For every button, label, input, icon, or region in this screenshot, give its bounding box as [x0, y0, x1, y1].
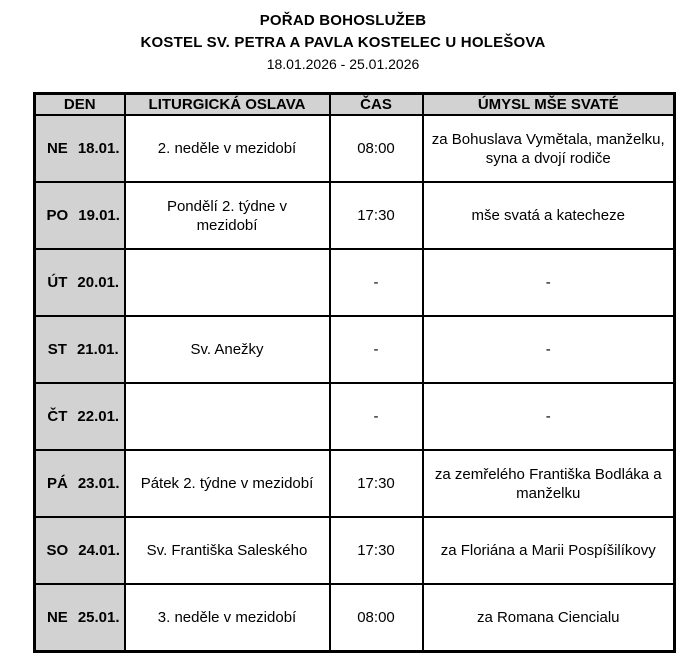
- day-abbrev: SO: [46, 542, 69, 559]
- day-date: 23.01.: [77, 475, 120, 492]
- day-date: 24.01.: [78, 542, 120, 559]
- intention-cell: za Romana Ciencialu: [423, 584, 675, 651]
- time-cell: 17:30: [330, 450, 423, 517]
- time-cell: 17:30: [330, 517, 423, 584]
- celebration-cell: [125, 249, 330, 316]
- day-cell: [35, 249, 125, 316]
- day-date: 21.01.: [76, 341, 119, 358]
- intention-cell: za Bohuslava Vymětala, manželku, syna a dvojí rodiče: [423, 115, 675, 182]
- intention-cell: za Floriána a Marii Pospíšilíkovy: [423, 517, 675, 584]
- time-cell: -: [330, 383, 423, 450]
- intention-cell: za zemřelého Františka Bodláka a manželku: [423, 450, 675, 517]
- table-row: [35, 517, 675, 584]
- time-cell: 17:30: [330, 182, 423, 249]
- day-cell: [35, 383, 125, 450]
- day-abbrev: PÁ: [46, 475, 68, 492]
- church-name: KOSTEL SV. PETRA A PAVLA KOSTELEC U HOLEŠOVA: [140, 34, 546, 51]
- celebration-cell: 3. neděle v mezidobí: [125, 584, 330, 651]
- day-cell: [35, 584, 125, 651]
- table-row: [35, 115, 675, 182]
- header-day: DEN: [35, 94, 125, 116]
- day-cell: [35, 316, 125, 383]
- day-abbrev: PO: [46, 207, 69, 224]
- celebration-cell: [125, 383, 330, 450]
- celebration-cell: Pondělí 2. týdne v mezidobí: [125, 182, 330, 249]
- document-title: POŘAD BOHOSLUŽEB: [259, 12, 427, 29]
- day-cell: [35, 517, 125, 584]
- intention-cell: -: [423, 383, 675, 450]
- celebration-cell: Sv. Františka Saleského: [125, 517, 330, 584]
- day-date: 18.01.: [77, 140, 120, 157]
- table-row: [35, 450, 675, 517]
- date-range: 18.01.2026 - 25.01.2026: [266, 56, 420, 72]
- table-body: [35, 115, 675, 651]
- day-cell: [35, 450, 125, 517]
- table-header: [35, 94, 675, 116]
- time-cell: -: [330, 249, 423, 316]
- intention-cell: -: [423, 316, 675, 383]
- day-date: 19.01.: [78, 207, 120, 224]
- day-abbrev: ÚT: [47, 274, 68, 291]
- header-row: [35, 94, 675, 116]
- schedule-table: [33, 92, 676, 653]
- time-cell: 08:00: [330, 584, 423, 651]
- header-time: ČAS: [330, 94, 423, 116]
- celebration-cell: Pátek 2. týdne v mezidobí: [125, 450, 330, 517]
- day-abbrev: NE: [46, 140, 68, 157]
- day-date: 22.01.: [77, 408, 120, 425]
- table-row: [35, 584, 675, 651]
- day-date: 25.01.: [77, 608, 120, 626]
- table-row: [35, 383, 675, 450]
- intention-cell: mše svatá a katecheze: [423, 182, 675, 249]
- day-date: 20.01.: [77, 274, 120, 291]
- celebration-cell: Sv. Anežky: [125, 316, 330, 383]
- table-row: [35, 316, 675, 383]
- table-row: [35, 182, 675, 249]
- day-cell: [35, 182, 125, 249]
- day-abbrev: NE: [46, 608, 68, 626]
- table-row: [35, 249, 675, 316]
- title-block: [0, 0, 686, 75]
- time-cell: 08:00: [330, 115, 423, 182]
- day-cell: [35, 115, 125, 182]
- intention-cell: -: [423, 249, 675, 316]
- celebration-cell: 2. neděle v mezidobí: [125, 115, 330, 182]
- day-abbrev: ČT: [47, 408, 68, 425]
- day-abbrev: ST: [47, 341, 67, 358]
- header-intention: ÚMYSL MŠE SVATÉ: [423, 94, 675, 116]
- header-celebration: LITURGICKÁ OSLAVA: [125, 94, 330, 116]
- time-cell: -: [330, 316, 423, 383]
